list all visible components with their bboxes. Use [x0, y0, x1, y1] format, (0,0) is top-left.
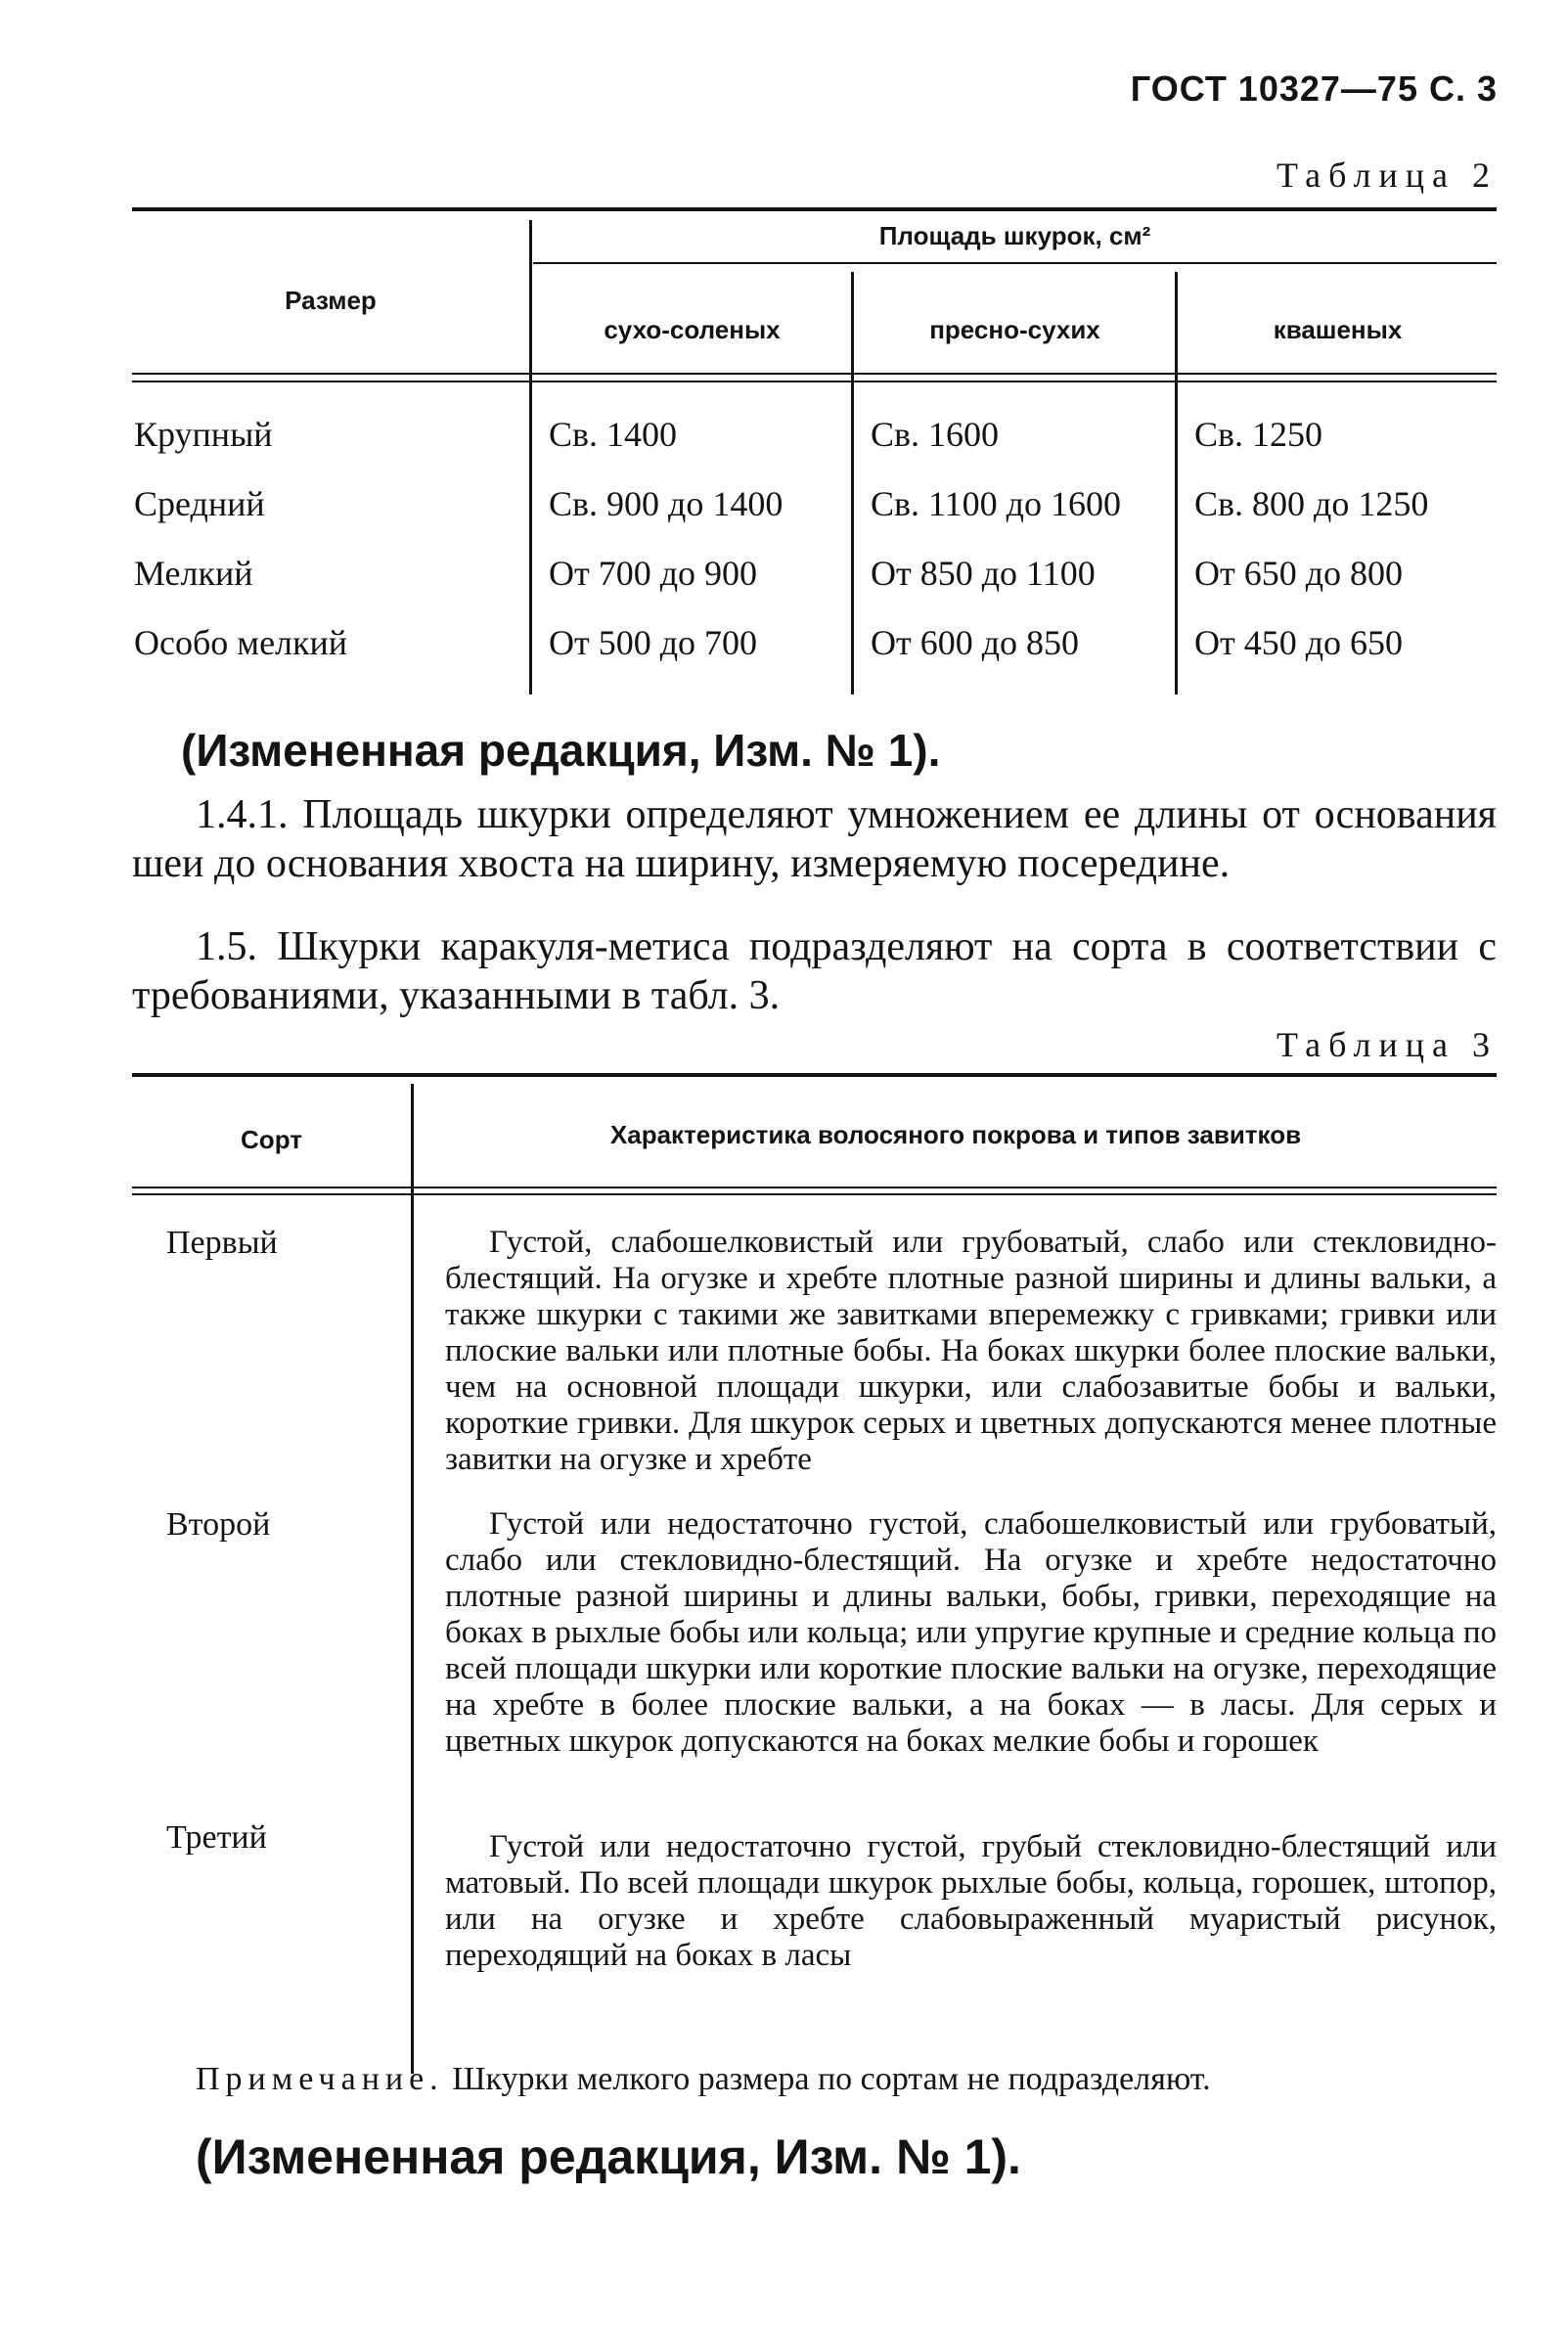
- table2-row-size: Крупный: [134, 415, 273, 454]
- table2-cell: Св. 900 до 1400: [549, 484, 784, 523]
- table3-row-text: [445, 1225, 1497, 1478]
- table3-row-text: [445, 1506, 1497, 1760]
- table3-caption: Таблица 3: [1277, 1025, 1498, 1064]
- table2-vline-1: [529, 220, 532, 694]
- table2-col-header-1: сухо-соленых: [604, 315, 781, 344]
- table2-cell: От 600 до 850: [871, 623, 1080, 662]
- table3-note: [196, 2061, 1211, 2098]
- table2-area-header: Площадь шкурок, см²: [878, 221, 1151, 250]
- table3-row-sort: Второй: [166, 1506, 271, 1543]
- table3-sort-header: Сорт: [241, 1125, 302, 1154]
- table2-subheader-rule: [533, 262, 1497, 264]
- table2-col-header-3: квашеных: [1273, 315, 1403, 344]
- paragraph-1-4-1: 1.4.1. Площадь шкурки определяют умножением ее длины от основания шеи до основания хвоста на ширину, измеряемую посередине.: [132, 792, 1497, 886]
- table2-cell: От 650 до 800: [1194, 554, 1404, 593]
- note-label: Примечание.: [196, 2061, 444, 2097]
- table2-row-size: Средний: [134, 484, 265, 523]
- document-header: ГОСТ 10327—75 С. 3: [1130, 68, 1498, 109]
- table3-row-text: [445, 1829, 1497, 1974]
- table2-row-size: Мелкий: [134, 554, 253, 593]
- table2-header-rule-1: [132, 373, 1497, 375]
- table2-header-rule-2: [132, 381, 1497, 382]
- table3-row-sort: Третий: [166, 1819, 267, 1856]
- amendment-note: (Измененная редакция, Изм. № 1).: [196, 2129, 1021, 2184]
- table3-row-paragraph: Густой, слабошелковистый или грубоватый, слабо или стекловидно-блестящий. На огузке и хребте плотные разной ширины и длины вальки, а также шкурки с такими же завитками вперемежку с гривками; гривки или плоские вальки или плотные бобы. На боках шкурки более плоские вальки, чем на основной площади шкурки, или слабозавитые бобы и вальки, короткие гривки. Для шкурок серых и цветных допускаются менее плотные завитки на огузке и хребте: [445, 1225, 1497, 1477]
- note-text: Шкурки мелкого размера по сортам не подразделяют.: [452, 2061, 1211, 2097]
- table3-row-paragraph: Густой или недостаточно густой, грубый стекловидно-блестящий или матовый. По всей площади шкурок рыхлые бобы, кольца, горошек, штопор, или на огузке и хребте слабовыраженный муаристый рисунок, переходящий на боках в ласы: [445, 1829, 1497, 1973]
- table2-cell: Св. 800 до 1250: [1194, 484, 1429, 523]
- table2-cell: Св. 1600: [871, 415, 1000, 454]
- table2-cell: Св. 1100 до 1600: [871, 484, 1121, 523]
- table3-top-rule: [132, 1073, 1497, 1077]
- table2-caption: Таблица 2: [1277, 156, 1498, 195]
- table2-top-rule: [132, 207, 1497, 211]
- paragraph-1-5: 1.5. Шкурки каракуля-метиса подразделяют на сорта в соответствии с требованиями, указанными в табл. 3.: [132, 924, 1497, 1018]
- table3-row-sort: Первый: [166, 1225, 278, 1261]
- table2-row-size: Особо мелкий: [134, 623, 348, 662]
- table2-cell: От 850 до 1100: [871, 554, 1096, 593]
- table2-cell: От 450 до 650: [1194, 623, 1404, 662]
- table2-vline-3: [1175, 272, 1178, 694]
- table2-size-header: Размер: [285, 286, 377, 315]
- table3-characteristic-header: Характеристика волосяного покрова и типов завитков: [609, 1120, 1302, 1149]
- table3-vline: [411, 1084, 414, 2074]
- amendment-note: (Измененная редакция, Изм. № 1).: [181, 725, 941, 776]
- table2-cell: Св. 1400: [549, 415, 678, 454]
- table2-cell: Св. 1250: [1194, 415, 1323, 454]
- table2-cell: От 500 до 700: [549, 623, 758, 662]
- table2-cell: От 700 до 900: [549, 554, 758, 593]
- table3-header-rule-1: [132, 1187, 1497, 1188]
- table2-vline-2: [851, 272, 854, 694]
- table3-row-paragraph: Густой или недостаточно густой, слабошелковистый или грубоватый, слабо или стекловидно-блестящий. На огузке и хребте недостаточно плотные разной ширины и длины вальки, бобы, гривки, переходящие на боках в рыхлые бобы или кольца; или упругие крупные и средние кольца по всей площади шкурки или короткие плоские вальки на огузке, переходящие на хребте в более плоские вальки, а на боках — в ласы. Для серых и цветных шкурок допускаются на боках мелкие бобы и горошек: [445, 1506, 1497, 1759]
- table2-col-header-2: пресно-сухих: [929, 315, 1100, 344]
- table3-header-rule-2: [132, 1193, 1497, 1195]
